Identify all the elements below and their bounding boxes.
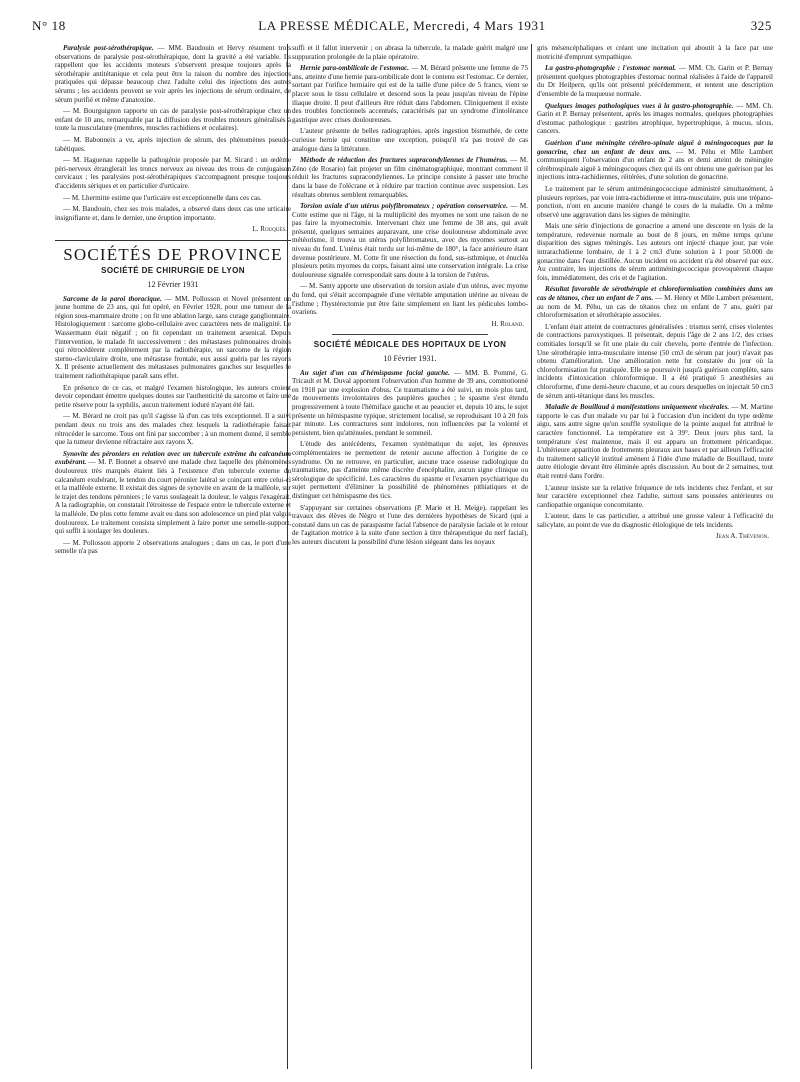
- society-heading: SOCIÉTÉ DE CHIRURGIE DE LYON: [101, 266, 245, 276]
- article-item: [292, 156, 528, 199]
- article-paragraph: [55, 194, 291, 203]
- article-item: [55, 450, 291, 536]
- signature: L. Rouquès.: [252, 225, 287, 234]
- article-item: [537, 185, 773, 219]
- article-text: — M. Henry et Mlle Lambert présentent, au nom de M. Péhu, un cas de tétanos chez un enfant de 7 ans, guéri par chloroformisation et sérothérapie associées.: [537, 294, 773, 320]
- article-text: S'appuyant sur certaines observations (P. Marie et H. Meige), rappelant les travaux des élèves de Nègro et l'une des dernières hypothèses de Sicard (qui a constaté dans un cas de paraspasme facial l'absence de paralysie faciale et le retour de l'agitation motrice à la suite d'une section à titre thérapeutique du nerf facial), les auteurs discutent la possibilité d'une lésion siégeant dans les noyaux: [292, 503, 528, 546]
- article-text: — MM. Pollosson et Novel présentent un jeune homme de 23 ans, qui fut opéré, en Février 1928, pour une tumeur de la région sous-mammaire droite ; on fit une ablation large, sans curage ganglionnaire. Histologiquement : sarcome globo-cellulaire avec caractères nets de malignité. Le Wassermann était négatif ; on fit cependant un traitement arsenical. Depuis l'intervention, le malade fit successivement : des métastases pulmonaires droites qui rétrocédèrent complètement par la radiothérapie, un sarcome de la région sterno-claviculaire droite, une métastase frontale, eux aussi guéris par les rayons X. Il présente actuellement des métastases pulmonaires gauches sur lesquelles le traitement radiothérapique paraît sans effet.: [55, 294, 292, 380]
- article-item: [537, 64, 773, 98]
- article-text: Mais une série d'injections de gonacrine a amené une descente en lysis de la température, redevenue normale au bout de 8 jours, en même temps qu'une disparition des signes méningés. Les auteurs ont injecté chaque jour, par voie intrarachidienne lombaire, de 1 à 2 cm3 d'une solution à 1 pour 50.000 de gonacrine dans l'eau distillée. Aucun incident ou accident n'a été observé par eux. Au contraire, les injections de sérum antiméningococcique provoquèrent chaque fois, immédiatement, des cris et de l'agitation.: [537, 222, 773, 282]
- article-item: [55, 136, 291, 153]
- article-item: [537, 484, 773, 510]
- article-item: [292, 64, 528, 124]
- article-text: L'étude des antécédents, l'examen systématique du sujet, les épreuves complémentaires ne permettent de retenir aucune affection à l'origine de ce syndrome. On ne retrouve, en particulier, aucune trace osseuse radiologique du traumatisme, pas d'atteinte même discrète d'encéphalite, aucun signe clinique ou sérologique de spécificité. Les caractères du spasme et l'examen psychiatrique du sujet permettent d'éliminer la possibilité de phénomènes pithiatiques et de distinguer cet hémispasme des tics.: [292, 440, 528, 500]
- column-3: [537, 44, 773, 546]
- article-title: Sarcome de la paroi thoracique.: [63, 294, 162, 303]
- article-item: [537, 512, 773, 529]
- article-text: Le traitement par le sérum antiméningococcique administré simultanément, à plusieurs reprises, par voie intra-rachidienne et intra-musculaire, puis une trépano-ponction, n'ont en aucune manière changé le cours de la maladie. On a même observé une aggravation dans les signes de méningite.: [537, 184, 773, 219]
- page-header: [32, 18, 772, 38]
- article-text: — M. Pollosson apporte 2 observations analogues ; dans un cas, le port d'une semelle n'a pas: [55, 538, 291, 556]
- article-title: Hernie para-ombilicale de l'estomac.: [300, 64, 410, 73]
- article-paragraph: [292, 369, 528, 438]
- article-text: — M. Bérard ne croit pas qu'il s'agisse là d'un cas très exceptionnel. Il a suivi pendant deux ou trois ans des malades chez lesquels la radiothérapie faisait rétrocéder le sarcome. Tous ont fini par succomber ; à un moment donné, il semble que la tumeur devienne réfractaire aux rayons X.: [55, 412, 291, 447]
- section-title: SOCIÉTÉS DE PROVINCE: [55, 240, 291, 260]
- article-text: — M. Babonneix a vu, après injection de sérum, des phénomènes pseudo-tabétiques.: [55, 135, 291, 153]
- article-text: L'enfant était atteint de contractures généralisées : trismus serré, crises violentes de contractions paroxystiques. Il présentait, depuis l'âge de 2 ans 1/2, des crises comitiales lorsqu'il se fit une plaie du cuir chevelu, porte d'entrée de l'infection. Une sérothérapie intra-musculaire intense (50 cm3 de sérum par jour) n'avait pas obtenu d'amélioration. Une amélioration nette fut constatée du jour où la chloroformisation fut pratiquée. Elle se poursuivit jusqu'à guérison complète, sans incidents d'intoxication chloroformique. Il a été pratiqué 5 anesthésies au chloroforme, d'une demi-heure chacune, et au cours desquelles on injectait 50 cm3 de sérum anti-tétanique dans les muscles.: [537, 322, 773, 400]
- article-text: — M. Lhermitte estime que l'urticaire est exceptionnelle dans ces cas.: [63, 193, 262, 202]
- article-text: — M. Haguenau rappelle la pathogénie proposée par M. Sicard : un œdème péri-nerveux étranglerait les troncs nerveux au niveau des trous de conjugaison cervicaux ; les paralysies post-sérothérapiques s'accompagnent presque toujours d'accidents sériques et en particulier d'urticaire.: [55, 156, 291, 190]
- article-text: En présence de ce cas, et malgré l'examen histologique, les auteurs croient devoir cependant émettre quelques doutes sur l'authenticité du sarcome et faire une petite réserve pour la syphilis, aucun traitement ioduré n'ayant été fait.: [55, 383, 291, 409]
- article-title: Paralysie post-sérothérapique.: [63, 44, 154, 52]
- article-item: [292, 440, 528, 500]
- article-item: [55, 194, 291, 203]
- column-rule: [531, 44, 532, 1069]
- article-paragraph: [55, 539, 291, 556]
- article-title: Guérison d'une méningite cérébro-spinale aiguë à méningocoques par la gonacrine, chez un enfant de deux ans.: [537, 138, 773, 156]
- article-paragraph: [292, 282, 528, 316]
- article-text: — M. Péhu et Mlle Lambert communiquent l'observation d'un enfant de 2 ans et demi atteint de méningite cérébrospinale aiguë à méningocoques chez qui ils ont obtenu une guérison par les injections intra-rachidiennes, réitérées, d'une solution de gonacrine.: [537, 147, 773, 182]
- society-heading: SOCIÉTÉ MÉDICALE DES HOPITAUX DE LYON: [313, 340, 507, 350]
- article-title: Au sujet d'un cas d'hémispasme facial gauche.: [300, 368, 450, 377]
- article-text: — M. Bourguignon rapporte un cas de paralysie post-sérothérapique chez un enfant de 10 ans, remarquable par la diffusion des troubles moteurs généralisés à toute la musculature (membres, muscles rachidiens et oculaires).: [55, 107, 291, 133]
- article-title: Maladie de Bouillaud à manifestations uniquement viscérales.: [545, 403, 730, 412]
- article-paragraph: [537, 64, 773, 98]
- column-1-items-2: [55, 295, 291, 556]
- article-paragraph: [537, 102, 773, 136]
- article-title: Synovite des péroniers en relation avec un tubercule extrême du calcanéum exubérant.: [55, 449, 291, 467]
- article-item: [537, 285, 773, 319]
- article-text: — M. Baudouin, chez ses trois malades, a observé dans deux cas une urticaire insignifiante et, dans le dernier, une éruption importante.: [55, 205, 291, 222]
- paragraph: gris mésencéphaliques et créant une incitation qui aboutit à la face par une motricité d'emprunt sympathique.: [537, 44, 773, 61]
- article-item: [55, 44, 291, 104]
- signature: Jean A. Thévenon.: [716, 532, 769, 541]
- article-item: [537, 102, 773, 136]
- article-paragraph: [537, 484, 773, 510]
- article-text: L'auteur insiste sur la relative fréquence de tels incidents chez l'enfant, et sur leur caractère exceptionnel chez l'adulte, surtout sans poussées antérieures ou cardiopathie organique concomitante.: [537, 483, 773, 509]
- article-paragraph: [292, 156, 528, 199]
- signature: H. Roland.: [491, 319, 524, 328]
- article-title: Résultat favorable de sérothérapie et chloroformisation combinées dans un cas de tétanos, chez un enfant de 7 ans.: [537, 285, 773, 303]
- article-text: — M. P. Bonnet a observé une malade chez laquelle des phénomènes douloureux très marqués étaient liés à l'existence d'un tubercule externe du calcanéum exubérant, le tendon du court péronier latéral se coinçant entre celui-ci et la malléole externe. Il existait des signes de synovite en avant de la malléole, sur le trajet des tendons péroniers ; le varus soulageait la douleur, le valgus l'exagérait. A la radiographie, on constatait l'étroitesse de l'espace entre le tubercule externe et la malléole. De plus cette femme avait eu dans son adolescence un pied plat valgus douloureux. Le traitement consista simplement à faire porter une semelle-support, qui suffit à soulager les douleurs.: [55, 458, 291, 536]
- article-item: [292, 127, 528, 153]
- article-item: [55, 107, 291, 133]
- article-paragraph: [537, 139, 773, 182]
- article-text: — MM. B. Pommé, G. Tricault et M. Duval apportent l'observation d'un homme de 39 ans, commotionné en 1918 par une explosion d'obus. Ce traumatisme a été suivi, un mois plus tard, de mouvements involontaires des paupières gauches ; le spasme s'est étendu progressivement à toute l'hémiface gauche et au peaucier et, depuis 10 ans, le sujet présente un hémispasme typique, strictement localisé, se reproduisant 10 à 20 fois par minute. Les contractures sont indolores, non influencées par la volonté et persistent, bien qu'atténuées, pendant le sommeil.: [292, 368, 528, 437]
- journal-title: LA PRESSE MÉDICALE, Mercredi, 4 Mars 1931: [258, 18, 546, 33]
- article-paragraph: [55, 205, 291, 222]
- article-paragraph: [292, 504, 528, 547]
- column-2-items-2: [292, 369, 528, 547]
- column-1: [55, 44, 291, 559]
- article-text: — MM. Ch. Garin et P. Bernay présentent, après les images normales, quelques photographies d'estomac pathologique : gastrites atrophique, hypertrophique, à mucus, ulcus, cancers.: [537, 101, 773, 136]
- article-paragraph: [537, 185, 773, 219]
- article-title: Quelques images pathologiques vues à la gastro-photographie.: [545, 101, 734, 110]
- article-text: — M. Zéno (de Rosario) fait projeter un film cinématographique, montrant comment il réduit les fractures supracondyliennes. Le principe consiste à passer une broche dans la base de l'olécrane et à réduire par traction continue avec suspension. Les résultats obtenus semblent remarquables.: [292, 156, 528, 199]
- article-text: L'auteur, dans le cas particulier, a attribué une grosse valeur à l'efficacité du salicylate, au point de vue du diagnostic étiologique de tels incidents.: [537, 512, 773, 529]
- article-item: [292, 202, 528, 279]
- divider: [332, 334, 488, 335]
- article-text: — M. Martine rapporte le cas d'un malade vu par lui à l'occasion d'un incident du type œdème aigu, sans autre signe qu'un souffle systolique de la pointe auquel fut attribué le caractère fonctionnel. La température est à 39°. Deux jours plus tard, la température s'est maintenue, mais il est apparu un frottement péricardique. L'ultérieure apparition de frottements pleuraux aux bases et par ailleurs l'efficacité du traitement salicylé institué amènent à l'idée d'une maladie de Bouillaud, toute autre étiologie devant être éliminée après discussion. Au bout de 2 semaines, tout était rentré dans l'ordre.: [537, 403, 773, 480]
- paragraph: suffi et il fallut intervenir ; on abrasa la tubercule, la malade guérit malgré une suppuration prolongée de la plaie opératoire.: [292, 44, 528, 61]
- column-2: [292, 44, 528, 549]
- article-item: [537, 222, 773, 282]
- article-paragraph: [55, 136, 291, 153]
- article-text: — M. Santy apporte une observation de torsion axiale d'un utérus, avec myome du fond, qui s'était accompagnée d'une véritable amputation utérine au niveau de l'isthme ; l'hystérectomie put être faite simplement en liant les pédicules lombo-ovariens.: [292, 282, 528, 317]
- session-date: 10 Février 1931.: [383, 354, 437, 363]
- article-text: — M. Cotte estime que ni l'âge, ni la multiplicité des myomes ne sont une raison de ne pas faire la myomectomie. Intervenant chez une femme de 38 ans, qui avait présenté, quelques semaines auparavant, une crise douloureuse abdominale avec météorisme, il trouva un utérus polyfibromateux, avec des myomes surtout au niveau du fond. L'utérus était tordu sur lui-même de 180°, la face antérieure étant devenue postérieure. M. Cotte fit une résection du fond, sus-isthmique, et énucléa plusieurs petits myomes du corps, faisant ainsi une conservation intégrale. La crise douloureuse signalée correspondait sans doute à la torsion de l'utérus.: [292, 202, 528, 279]
- article-item: [55, 384, 291, 410]
- article-paragraph: [55, 384, 291, 410]
- article-title: La gastro-photographie : l'estomac normal.: [545, 64, 677, 73]
- session-date: 12 Février 1931: [147, 280, 199, 290]
- article-item: [292, 504, 528, 547]
- article-paragraph: [537, 285, 773, 319]
- article-item: [55, 205, 291, 222]
- article-title: Méthode de réduction des fractures supracondyliennes de l'humérus.: [300, 156, 508, 165]
- article-paragraph: [292, 202, 528, 279]
- article-item: [55, 156, 291, 190]
- article-paragraph: [292, 127, 528, 153]
- article-item: [537, 323, 773, 400]
- article-item: [55, 295, 291, 381]
- article-text: — MM. Ch. Garin et P. Bernay présentent quelques photographies d'estomac normal réalisées à l'aide de l'appareil du Dr Heilpern, qu'ils ont présenté précédemment, et tentent une description d'ensemble de la muqueuse normale.: [537, 64, 773, 98]
- article-paragraph: [55, 450, 291, 536]
- article-paragraph: [55, 295, 291, 381]
- article-paragraph: [292, 64, 528, 124]
- article-paragraph: [292, 440, 528, 500]
- article-paragraph: [537, 323, 773, 400]
- article-text: L'auteur présente de belles radiographies, après ingestion bismuthée, de cette curieuse hernie qui constitue une exception, puisqu'il n'a pas trouvé de cas analogue dans la littérature.: [292, 127, 528, 153]
- article-item: [537, 403, 773, 480]
- article-text: — M. Bérard présente une femme de 75 ans, atteinte d'une hernie para-ombilicale dont le contenu est l'estomac. Ce dernier, sortant par l'orifice herniaire qui est de la taille d'une pièce de 5 francs, vient se placer sous le tissu cellulaire et descend sous la peau jusqu'au niveau de l'épine iliaque droite. Il peut d'ailleurs être réduit dans l'abdomen. Cliniquement il existe des troubles fonctionnels accentués, caractérisés par un syndrome d'intolérance gastrique avec crises douloureuses.: [292, 64, 528, 124]
- article-item: [537, 139, 773, 182]
- article-paragraph: [55, 107, 291, 133]
- article-paragraph: [537, 403, 773, 480]
- article-item: [292, 282, 528, 316]
- article-paragraph: [537, 512, 773, 529]
- article-item: [292, 369, 528, 438]
- article-text: — MM. Baudouin et Hervy résument trois observations de paralysie post-sérothérapique, dont la gravité a été variable. Ils rappellent que les accidents moteurs s'observent presque toujours après la sérothérapie antitétanique et cela peut être la raison du nombre des injections pratiquées qui dépasse beaucoup chez l'adulte celui des injections des autres sérums ; les accidents peuvent se voir après les injections de sérum ordinaire, de sérum purifié et même d'anatoxine.: [55, 44, 291, 104]
- article-item: [55, 539, 291, 556]
- article-item: [55, 412, 291, 446]
- article-paragraph: [537, 222, 773, 282]
- article-paragraph: [55, 156, 291, 190]
- page-number: 325: [750, 18, 772, 33]
- article-paragraph: [55, 412, 291, 446]
- issue-number: N° 18: [32, 18, 66, 33]
- article-title: Torsion axiale d'un utérus polyfibromateux ; opération conservatrice.: [300, 202, 508, 211]
- article-paragraph: [55, 44, 291, 104]
- column-3-items: [537, 64, 773, 529]
- column-2-items: [292, 64, 528, 317]
- column-1-items: [55, 44, 291, 222]
